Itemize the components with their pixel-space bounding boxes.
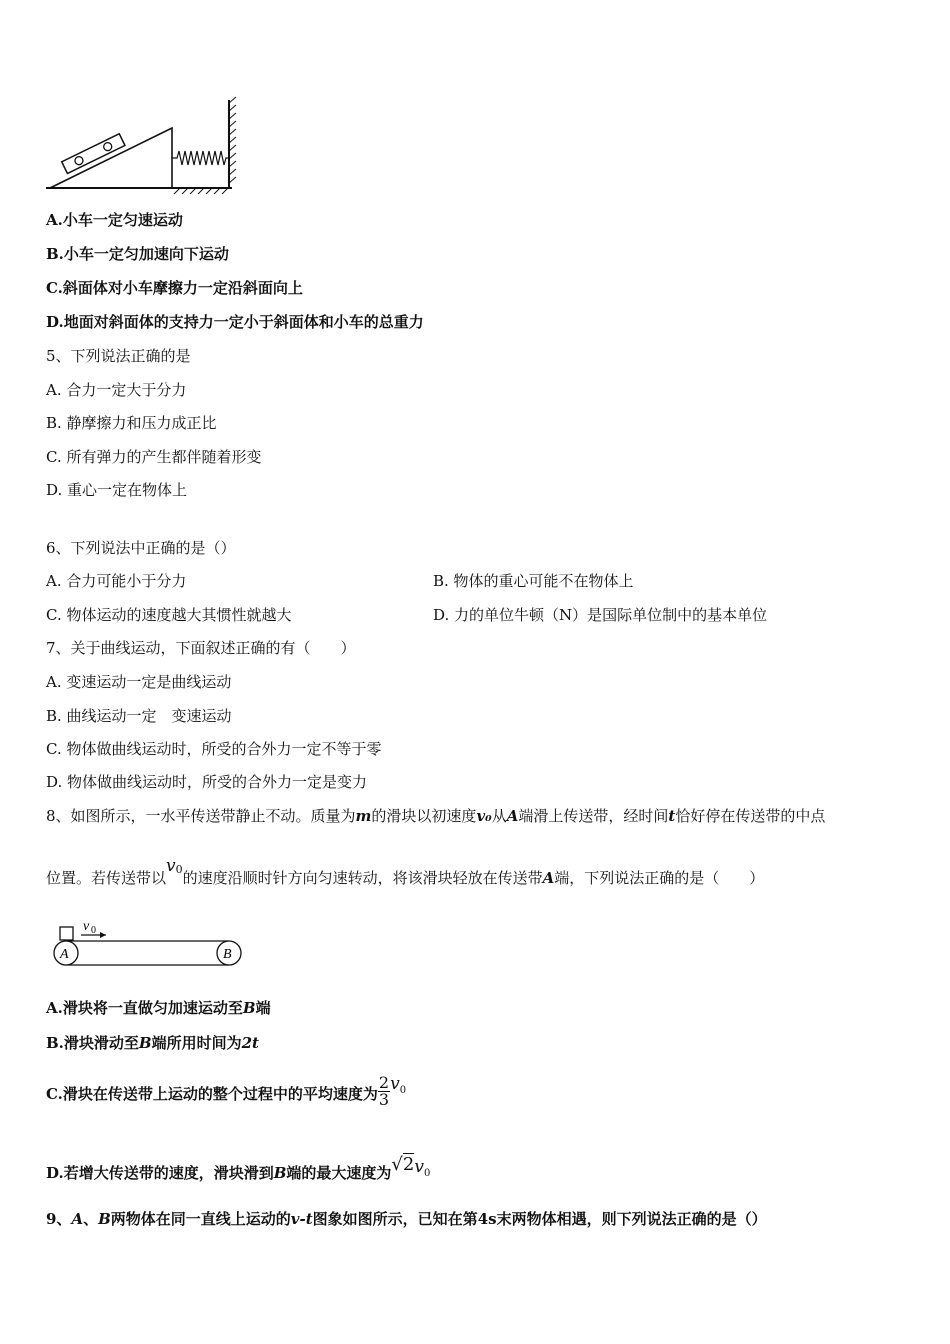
- wall-hatching: [229, 97, 236, 183]
- q6-option-c: C. 物体运动的速度越大其惯性就越大: [46, 606, 292, 624]
- q8-option-b: B.滑块滑动至B端所用时间为2t: [46, 1034, 259, 1052]
- q6-option-a: A. 合力可能小于分力: [46, 572, 187, 590]
- conveyor-belt-figure: [50, 915, 250, 971]
- q4-option-d: D.地面对斜面体的支持力一定小于斜面体和小车的总重力: [46, 313, 424, 331]
- q5-option-a: A. 合力一定大于分力: [46, 381, 187, 399]
- svg-text:A: A: [60, 947, 69, 962]
- q5-option-c: C. 所有弹力的产生都伴随着形变: [46, 448, 262, 466]
- q7-option-d: D. 物体做曲线运动时，所受的合外力一定是变力: [46, 773, 368, 791]
- q7-option-a: A. 变速运动一定是曲线运动: [46, 673, 232, 691]
- q5-stem: 5、下列说法正确的是: [46, 347, 191, 365]
- q5-option-b: B. 静摩擦力和压力成正比: [46, 414, 217, 432]
- svg-text:v: v: [83, 919, 90, 934]
- q6-stem: 6、下列说法中正确的是（）: [46, 539, 236, 557]
- sqrt-symbol: √2: [391, 1154, 415, 1175]
- svg-text:0: 0: [91, 925, 96, 936]
- q4-option-c: C.斜面体对小车摩擦力一定沿斜面向上: [46, 279, 303, 297]
- q4-option-a: A.小车一定匀速运动: [46, 211, 183, 229]
- q8-option-d: D.若增大传送带的速度，滑块滑到B端的最大速度为√2v0: [46, 1154, 431, 1182]
- q8-option-c: C.滑块在传送带上运动的整个过程中的平均速度为 $\frac{2}{3}$ $v^0$: [46, 1072, 407, 1109]
- q7-option-c: C. 物体做曲线运动时，所受的合外力一定不等于零: [46, 740, 382, 758]
- fraction-two-thirds: $\frac{2}{3}$: [378, 1072, 390, 1109]
- slider-block: [60, 927, 73, 940]
- q4-option-b: B.小车一定匀加速向下运动: [46, 245, 229, 263]
- q8-stem-line2: 位置。若传送带以$v^0$的速度沿顺时针方向匀速转动，将该滑块轻放在传送带A端，下列说法正确的是（ ）: [46, 856, 765, 887]
- q8-stem: 8、如图所示，一水平传送带静止不动。质量为m的滑块以初速度v₀从A端滑上传送带，经时间t恰好停在传送带的中点: [46, 807, 826, 825]
- q6-option-d: D. 力的单位牛顿（N）是国际单位制中的基本单位: [433, 606, 768, 624]
- q6-option-b: B. 物体的重心可能不在物体上: [433, 572, 634, 590]
- q9-stem: 9、A、B两物体在同一直线上运动的v-t图象如图所示，已知在第4s末两物体相遇，则下列说法正确的是（）: [46, 1210, 767, 1228]
- svg-text:B: B: [223, 947, 232, 962]
- spring: [172, 151, 229, 165]
- q7-stem: 7、关于曲线运动，下面叙述正确的有（ ）: [46, 639, 356, 657]
- q7-option-b: B. 曲线运动一定 变速运动: [46, 707, 232, 725]
- q8-option-a: A.滑块将一直做匀加速运动至B端: [46, 999, 271, 1017]
- incline-spring-figure: [40, 95, 245, 195]
- q5-option-d: D. 重心一定在物体上: [46, 481, 188, 499]
